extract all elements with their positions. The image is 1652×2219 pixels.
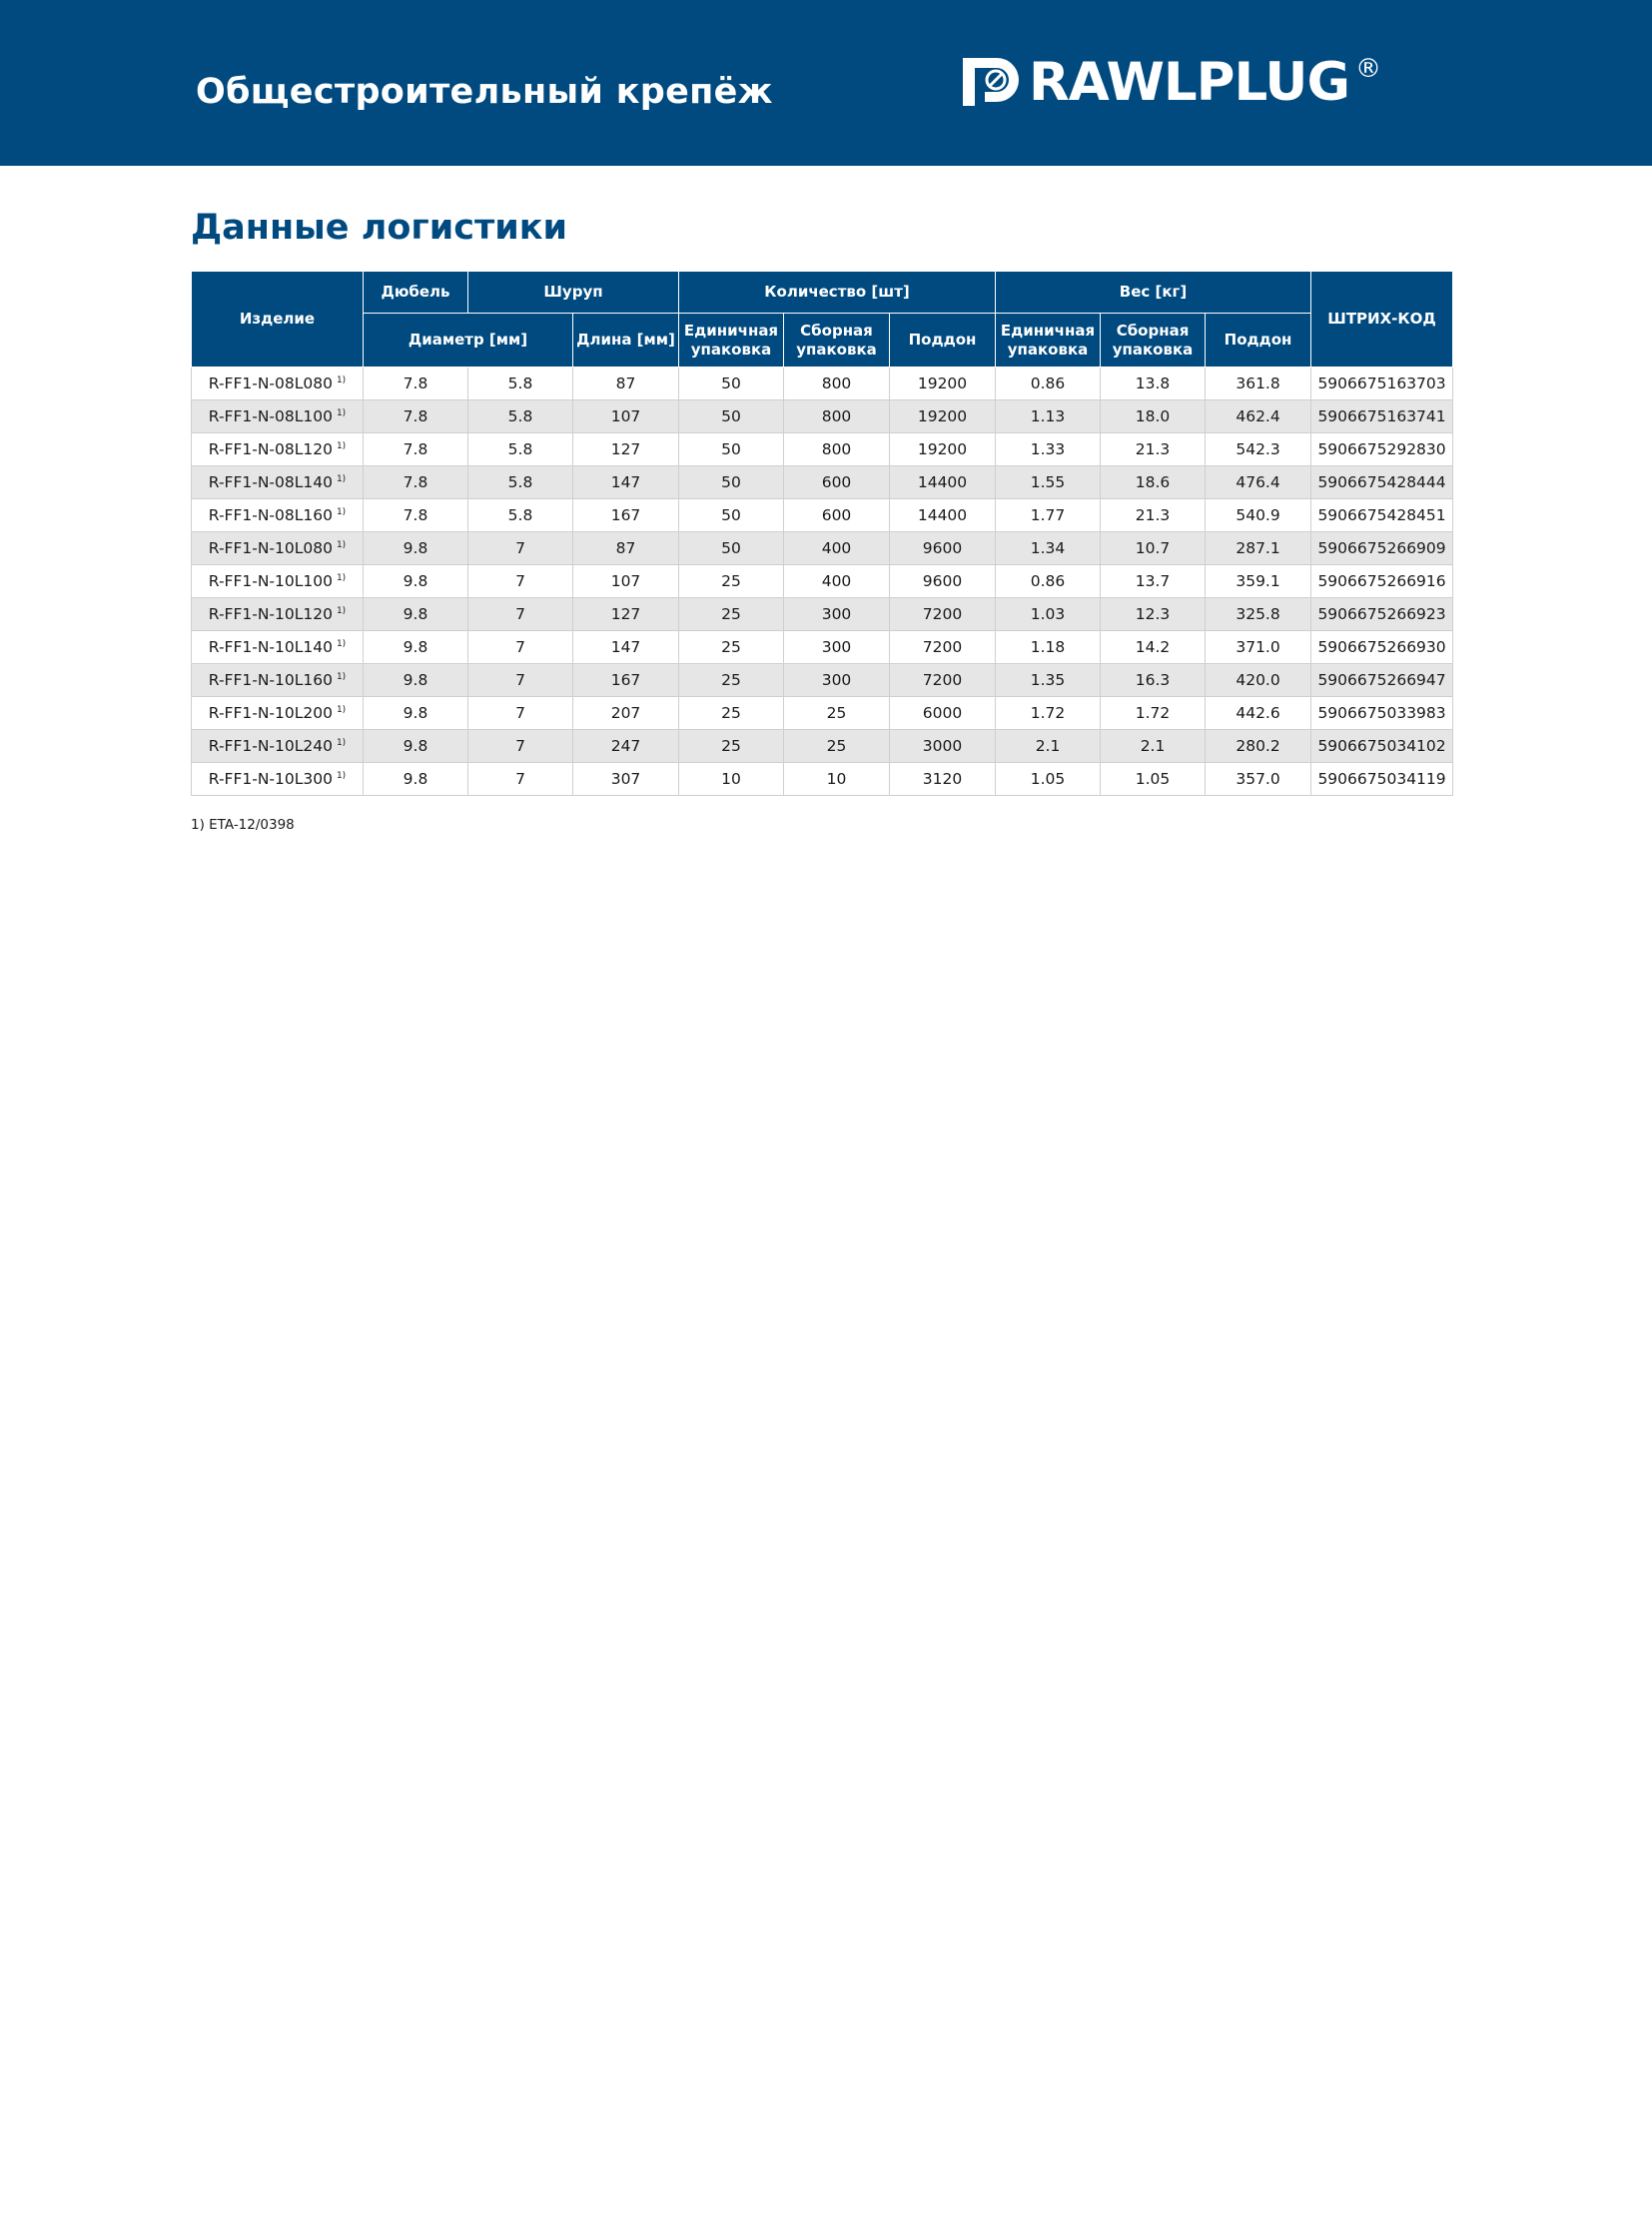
footnote-ref: 1) xyxy=(336,704,347,715)
length-cell: 127 xyxy=(573,598,679,631)
qty-pallet-cell: 19200 xyxy=(890,433,996,466)
qty-unit-cell: 25 xyxy=(679,697,784,730)
screw-diameter-cell: 7 xyxy=(468,664,573,697)
weight-pallet-cell: 540.9 xyxy=(1206,499,1311,532)
table-row xyxy=(192,631,1453,664)
col-header-qty-bulk: Сборная упаковка xyxy=(784,314,890,368)
barcode-cell: 5906675034102 xyxy=(1311,730,1453,763)
weight-pallet-cell: 371.0 xyxy=(1206,631,1311,664)
length-cell: 147 xyxy=(573,631,679,664)
qty-unit-cell: 25 xyxy=(679,664,784,697)
qty-pallet-cell: 19200 xyxy=(890,368,996,400)
footnote-ref: 1) xyxy=(336,737,347,748)
dowel-diameter-cell: 9.8 xyxy=(364,598,468,631)
qty-pallet-cell: 14400 xyxy=(890,466,996,499)
product-cell: R-FF1-N-08L140 $^{1)}$ xyxy=(192,466,364,499)
weight-pallet-cell: 287.1 xyxy=(1206,532,1311,565)
screw-diameter-cell: 7 xyxy=(468,565,573,598)
footnote-ref: 1) xyxy=(336,605,347,616)
table-row xyxy=(192,368,1453,400)
col-header-qty-unit: Единичная упаковка xyxy=(679,314,784,368)
dowel-diameter-cell: 9.8 xyxy=(364,532,468,565)
qty-pallet-cell: 9600 xyxy=(890,565,996,598)
dowel-diameter-cell: 9.8 xyxy=(364,664,468,697)
dowel-diameter-cell: 7.8 xyxy=(364,368,468,400)
table-row xyxy=(192,598,1453,631)
weight-bulk-cell: 1.72 xyxy=(1101,697,1206,730)
qty-unit-cell: 25 xyxy=(679,565,784,598)
weight-unit-cell: 1.34 xyxy=(996,532,1101,565)
product-cell: R-FF1-N-10L140 $^{1)}$ xyxy=(192,631,364,664)
qty-pallet-cell: 7200 xyxy=(890,664,996,697)
dowel-diameter-cell: 9.8 xyxy=(364,730,468,763)
qty-bulk-cell: 300 xyxy=(784,598,890,631)
weight-pallet-cell: 359.1 xyxy=(1206,565,1311,598)
weight-bulk-cell: 12.3 xyxy=(1101,598,1206,631)
barcode-cell: 5906675266947 xyxy=(1311,664,1453,697)
footnote-ref: 1) xyxy=(336,506,347,517)
footnote-ref: 1) xyxy=(336,539,347,550)
barcode-cell: 5906675428451 xyxy=(1311,499,1453,532)
screw-diameter-cell: 7 xyxy=(468,598,573,631)
screw-diameter-cell: 7 xyxy=(468,763,573,796)
qty-pallet-cell: 6000 xyxy=(890,697,996,730)
dowel-diameter-cell: 7.8 xyxy=(364,499,468,532)
weight-unit-cell: 1.13 xyxy=(996,400,1101,433)
qty-bulk-cell: 600 xyxy=(784,499,890,532)
col-header-weight-unit: Единичная упаковка xyxy=(996,314,1101,368)
qty-bulk-cell: 400 xyxy=(784,532,890,565)
barcode-cell: 5906675034119 xyxy=(1311,763,1453,796)
weight-unit-cell: 0.86 xyxy=(996,565,1101,598)
dowel-diameter-cell: 9.8 xyxy=(364,763,468,796)
length-cell: 87 xyxy=(573,532,679,565)
weight-bulk-cell: 10.7 xyxy=(1101,532,1206,565)
product-cell: R-FF1-N-10L160 $^{1)}$ xyxy=(192,664,364,697)
qty-unit-cell: 25 xyxy=(679,631,784,664)
qty-bulk-cell: 400 xyxy=(784,565,890,598)
table-row xyxy=(192,697,1453,730)
weight-bulk-cell: 13.7 xyxy=(1101,565,1206,598)
qty-unit-cell: 50 xyxy=(679,499,784,532)
footnote-ref: 1) xyxy=(336,374,347,385)
length-cell: 167 xyxy=(573,664,679,697)
barcode-cell: 5906675163741 xyxy=(1311,400,1453,433)
header-title: Общестроительный крепёж xyxy=(196,72,773,112)
length-cell: 307 xyxy=(573,763,679,796)
length-cell: 87 xyxy=(573,368,679,400)
qty-bulk-cell: 600 xyxy=(784,466,890,499)
weight-bulk-cell: 14.2 xyxy=(1101,631,1206,664)
weight-unit-cell: 1.03 xyxy=(996,598,1101,631)
screw-diameter-cell: 7 xyxy=(468,532,573,565)
col-header-weight-pallet: Поддон xyxy=(1206,314,1311,368)
product-cell: R-FF1-N-10L120 $^{1)}$ xyxy=(192,598,364,631)
barcode-cell: 5906675266923 xyxy=(1311,598,1453,631)
table-row xyxy=(192,763,1453,796)
screw-diameter-cell: 5.8 xyxy=(468,433,573,466)
footnote-ref: 1) xyxy=(336,473,347,484)
qty-bulk-cell: 300 xyxy=(784,664,890,697)
logistics-table xyxy=(191,271,1453,796)
rawlplug-logo xyxy=(963,52,1381,113)
table-row xyxy=(192,433,1453,466)
col-header-length: Длина [мм] xyxy=(573,314,679,368)
weight-bulk-cell: 18.0 xyxy=(1101,400,1206,433)
table-row xyxy=(192,664,1453,697)
product-cell: R-FF1-N-10L200 $^{1)}$ xyxy=(192,697,364,730)
weight-pallet-cell: 357.0 xyxy=(1206,763,1311,796)
dowel-diameter-cell: 7.8 xyxy=(364,466,468,499)
footnote-ref: 1) xyxy=(336,638,347,649)
weight-pallet-cell: 280.2 xyxy=(1206,730,1311,763)
qty-unit-cell: 25 xyxy=(679,598,784,631)
qty-unit-cell: 50 xyxy=(679,433,784,466)
barcode-cell: 5906675266930 xyxy=(1311,631,1453,664)
product-cell: R-FF1-N-08L080 $^{1)}$ xyxy=(192,368,364,400)
weight-unit-cell: 1.35 xyxy=(996,664,1101,697)
weight-bulk-cell: 21.3 xyxy=(1101,499,1206,532)
qty-pallet-cell: 19200 xyxy=(890,400,996,433)
col-header-weight-bulk: Сборная упаковка xyxy=(1101,314,1206,368)
weight-pallet-cell: 325.8 xyxy=(1206,598,1311,631)
weight-pallet-cell: 542.3 xyxy=(1206,433,1311,466)
dowel-diameter-cell: 9.8 xyxy=(364,631,468,664)
footnote: 1) ETA-12/0398 xyxy=(191,817,295,833)
col-header-barcode: ШТРИХ-КОД xyxy=(1311,272,1453,368)
weight-pallet-cell: 361.8 xyxy=(1206,368,1311,400)
qty-bulk-cell: 300 xyxy=(784,631,890,664)
qty-bulk-cell: 25 xyxy=(784,730,890,763)
table-row xyxy=(192,400,1453,433)
length-cell: 127 xyxy=(573,433,679,466)
group-header-screw: Шуруп xyxy=(468,272,679,314)
section-title: Данные логистики xyxy=(191,208,568,248)
length-cell: 107 xyxy=(573,565,679,598)
dowel-diameter-cell: 7.8 xyxy=(364,400,468,433)
weight-unit-cell: 1.55 xyxy=(996,466,1101,499)
weight-unit-cell: 1.33 xyxy=(996,433,1101,466)
barcode-cell: 5906675428444 xyxy=(1311,466,1453,499)
qty-pallet-cell: 7200 xyxy=(890,631,996,664)
qty-bulk-cell: 25 xyxy=(784,697,890,730)
weight-pallet-cell: 442.6 xyxy=(1206,697,1311,730)
length-cell: 207 xyxy=(573,697,679,730)
screw-diameter-cell: 5.8 xyxy=(468,400,573,433)
qty-unit-cell: 25 xyxy=(679,730,784,763)
col-header-qty-pallet: Поддон xyxy=(890,314,996,368)
length-cell: 147 xyxy=(573,466,679,499)
qty-bulk-cell: 800 xyxy=(784,400,890,433)
weight-unit-cell: 1.05 xyxy=(996,763,1101,796)
logo-text: RAWLPLUG xyxy=(1029,52,1349,113)
qty-unit-cell: 50 xyxy=(679,368,784,400)
footnote-ref: 1) xyxy=(336,671,347,682)
length-cell: 247 xyxy=(573,730,679,763)
barcode-cell: 5906675292830 xyxy=(1311,433,1453,466)
table-row xyxy=(192,466,1453,499)
product-cell: R-FF1-N-08L100 $^{1)}$ xyxy=(192,400,364,433)
qty-pallet-cell: 9600 xyxy=(890,532,996,565)
product-cell: R-FF1-N-10L300 $^{1)}$ xyxy=(192,763,364,796)
weight-bulk-cell: 18.6 xyxy=(1101,466,1206,499)
page-header xyxy=(0,0,1652,166)
weight-pallet-cell: 420.0 xyxy=(1206,664,1311,697)
qty-unit-cell: 50 xyxy=(679,400,784,433)
qty-pallet-cell: 14400 xyxy=(890,499,996,532)
footnote-ref: 1) xyxy=(336,770,347,781)
length-cell: 107 xyxy=(573,400,679,433)
product-cell: R-FF1-N-10L080 $^{1)}$ xyxy=(192,532,364,565)
qty-bulk-cell: 10 xyxy=(784,763,890,796)
barcode-cell: 5906675163703 xyxy=(1311,368,1453,400)
barcode-cell: 5906675266909 xyxy=(1311,532,1453,565)
group-header-dowel: Дюбель xyxy=(364,272,468,314)
dowel-diameter-cell: 9.8 xyxy=(364,697,468,730)
length-cell: 167 xyxy=(573,499,679,532)
qty-bulk-cell: 800 xyxy=(784,368,890,400)
registered-mark: ® xyxy=(1354,54,1381,84)
table-row xyxy=(192,565,1453,598)
weight-unit-cell: 1.72 xyxy=(996,697,1101,730)
qty-unit-cell: 50 xyxy=(679,466,784,499)
screw-diameter-cell: 7 xyxy=(468,730,573,763)
weight-bulk-cell: 1.05 xyxy=(1101,763,1206,796)
screw-diameter-cell: 7 xyxy=(468,697,573,730)
group-header-weight: Вес [кг] xyxy=(996,272,1311,314)
weight-unit-cell: 1.77 xyxy=(996,499,1101,532)
weight-pallet-cell: 476.4 xyxy=(1206,466,1311,499)
screw-diameter-cell: 5.8 xyxy=(468,499,573,532)
weight-bulk-cell: 2.1 xyxy=(1101,730,1206,763)
product-cell: R-FF1-N-08L120 $^{1)}$ xyxy=(192,433,364,466)
col-header-product: Изделие xyxy=(192,272,364,368)
weight-bulk-cell: 16.3 xyxy=(1101,664,1206,697)
barcode-cell: 5906675033983 xyxy=(1311,697,1453,730)
footnote-ref: 1) xyxy=(336,440,347,451)
dowel-diameter-cell: 7.8 xyxy=(364,433,468,466)
col-header-diameter: Диаметр [мм] xyxy=(364,314,573,368)
weight-bulk-cell: 13.8 xyxy=(1101,368,1206,400)
qty-unit-cell: 10 xyxy=(679,763,784,796)
qty-unit-cell: 50 xyxy=(679,532,784,565)
rawlplug-logo-mark-icon xyxy=(963,58,1021,106)
qty-bulk-cell: 800 xyxy=(784,433,890,466)
screw-diameter-cell: 7 xyxy=(468,631,573,664)
weight-unit-cell: 2.1 xyxy=(996,730,1101,763)
screw-diameter-cell: 5.8 xyxy=(468,368,573,400)
table-row xyxy=(192,499,1453,532)
table-row xyxy=(192,730,1453,763)
product-cell: R-FF1-N-10L100 $^{1)}$ xyxy=(192,565,364,598)
group-header-quantity: Количество [шт] xyxy=(679,272,996,314)
weight-unit-cell: 1.18 xyxy=(996,631,1101,664)
product-cell: R-FF1-N-10L240 $^{1)}$ xyxy=(192,730,364,763)
barcode-cell: 5906675266916 xyxy=(1311,565,1453,598)
screw-diameter-cell: 5.8 xyxy=(468,466,573,499)
qty-pallet-cell: 3120 xyxy=(890,763,996,796)
weight-unit-cell: 0.86 xyxy=(996,368,1101,400)
footnote-ref: 1) xyxy=(336,407,347,418)
dowel-diameter-cell: 9.8 xyxy=(364,565,468,598)
weight-pallet-cell: 462.4 xyxy=(1206,400,1311,433)
qty-pallet-cell: 3000 xyxy=(890,730,996,763)
product-cell: R-FF1-N-08L160 $^{1)}$ xyxy=(192,499,364,532)
weight-bulk-cell: 21.3 xyxy=(1101,433,1206,466)
footnote-ref: 1) xyxy=(336,572,347,583)
table-row xyxy=(192,532,1453,565)
qty-pallet-cell: 7200 xyxy=(890,598,996,631)
